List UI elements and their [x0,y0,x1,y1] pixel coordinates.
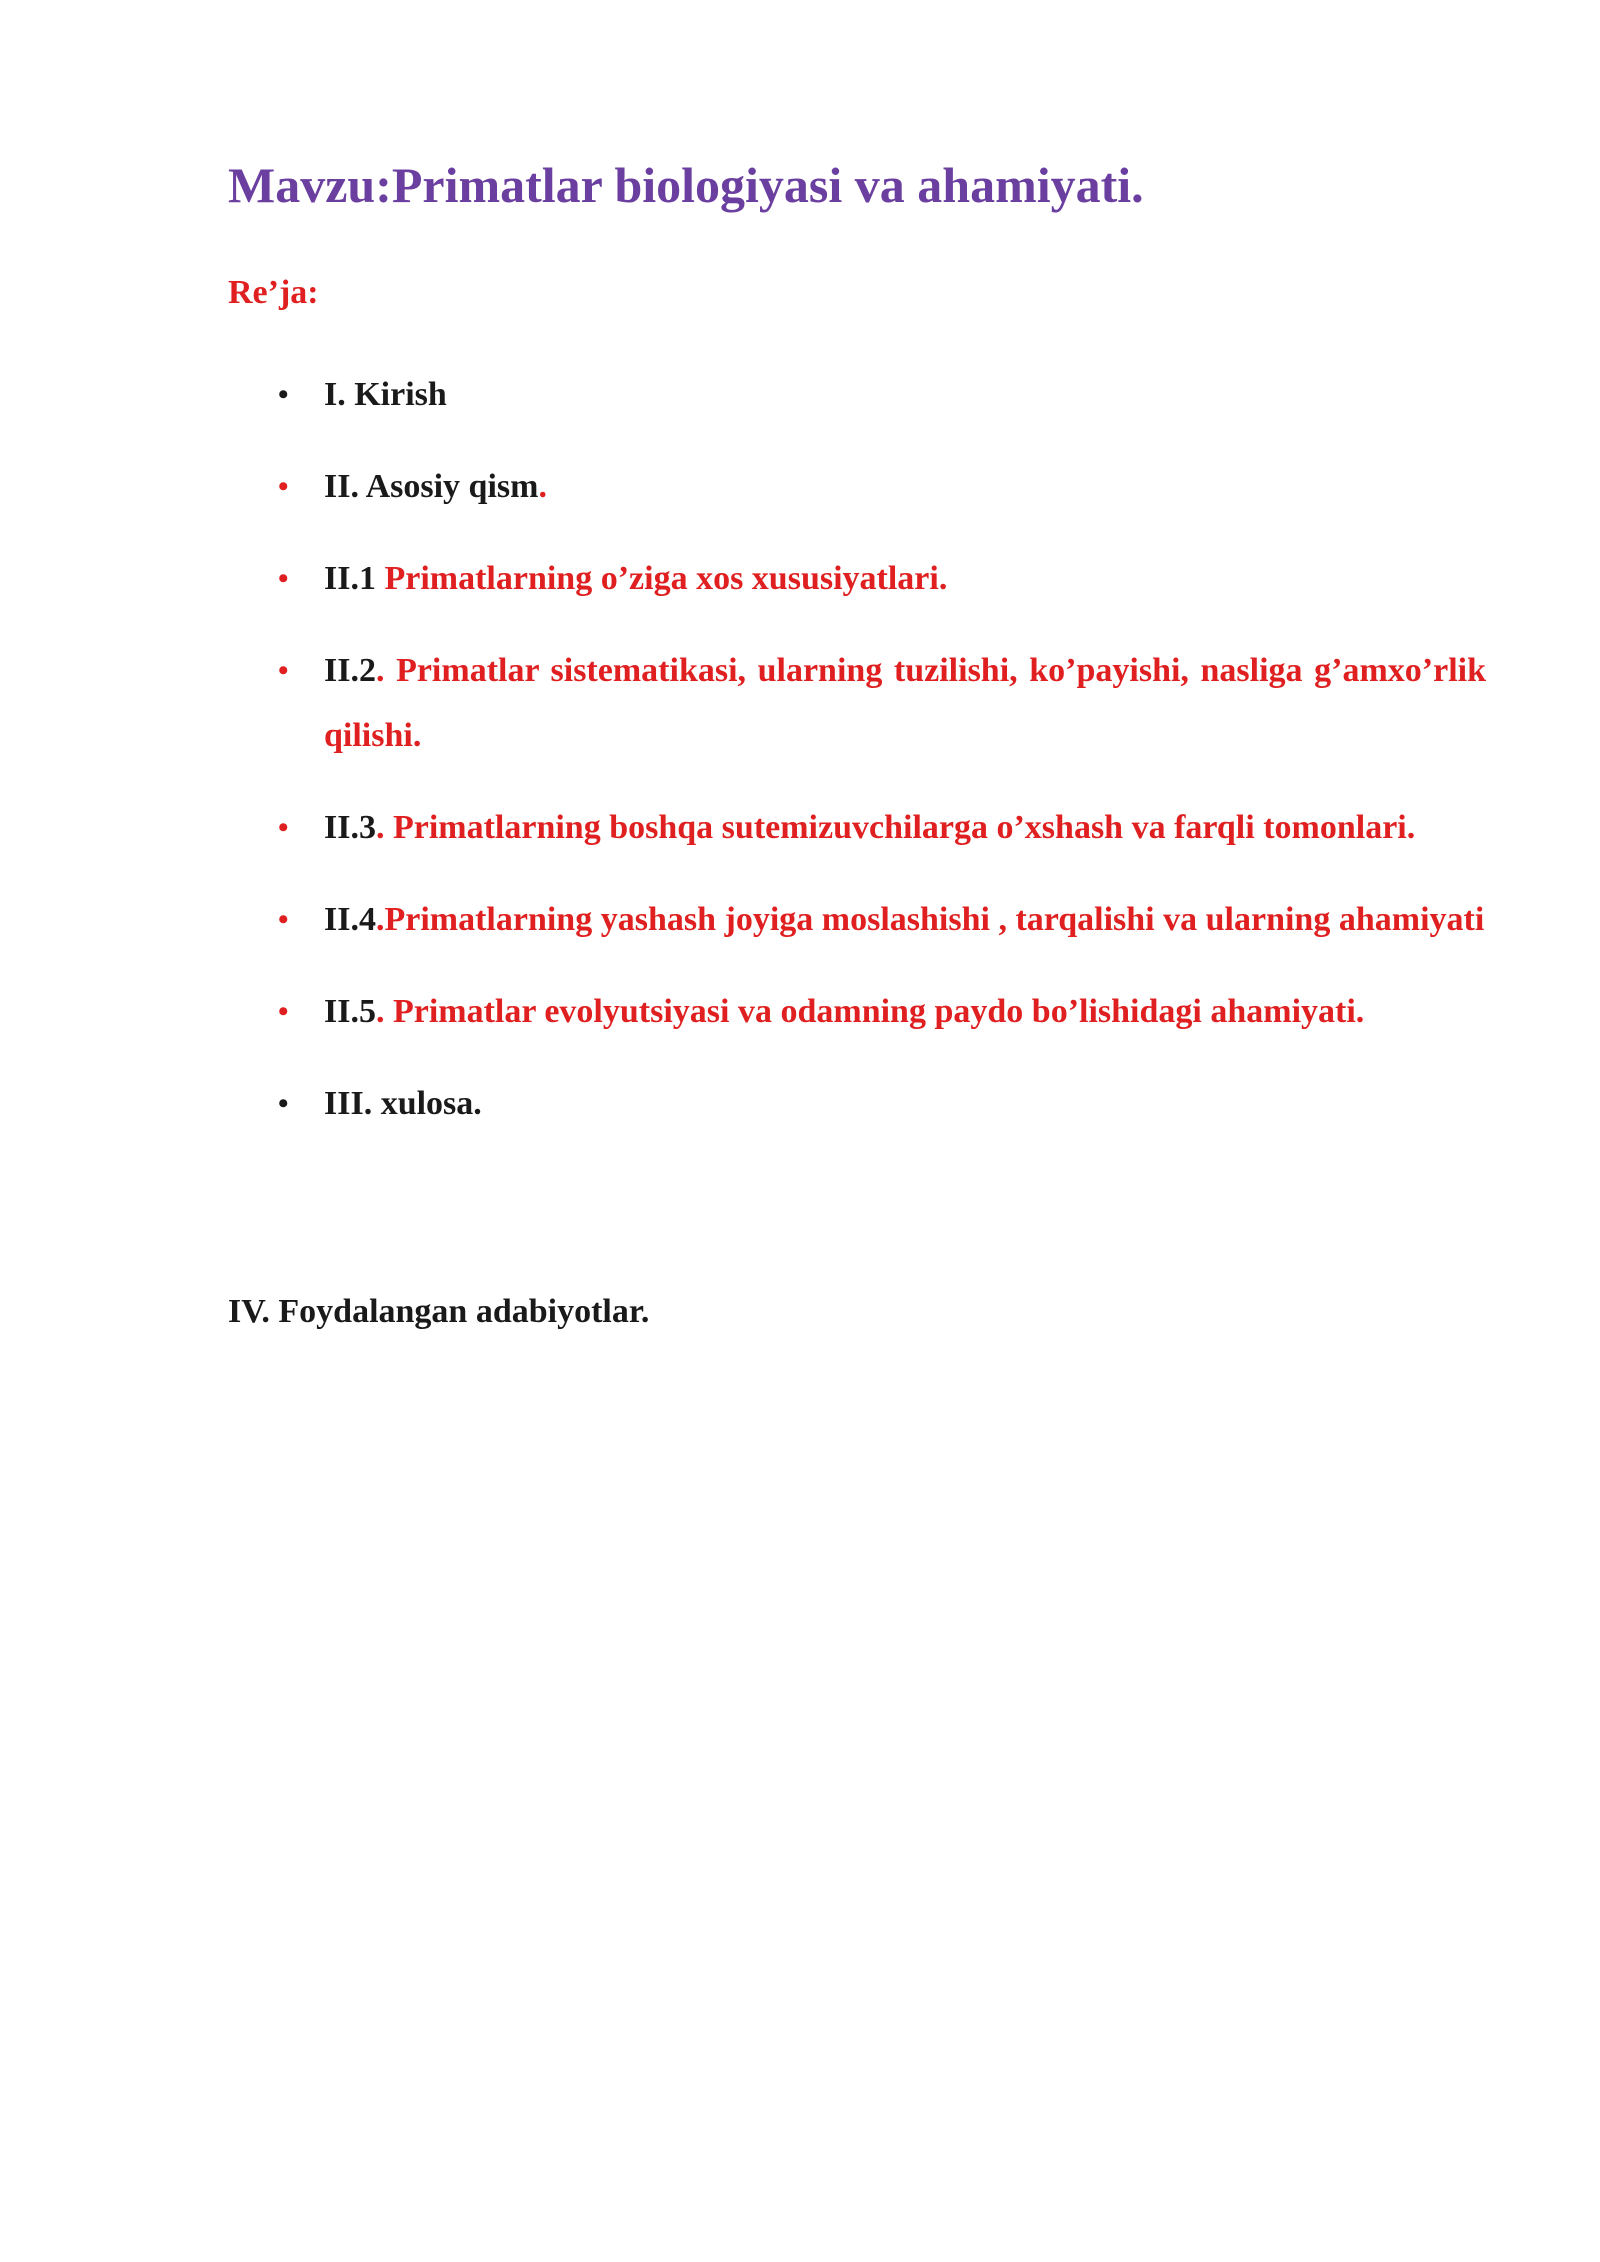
plan-item-separator: . [375,652,397,689]
plan-item-separator: . [538,468,547,505]
document-title: Mavzu:Primatlar biologiyasi va ahamiyati. [228,157,1144,213]
plan-item [228,979,1486,1044]
plan-item [228,454,1486,519]
plan-item-text: Primatlar sistematikasi, ularning tuzilishi, ko’payishi, nasliga g’amxo’rlik qilishi. [324,652,1486,754]
plan-label: Re’ja: [228,274,319,311]
plan-item-separator: . [375,809,393,846]
plan-item [228,546,1486,611]
bullet-icon: • [278,811,289,844]
plan-item-text: Primatlarning o’ziga xos xususiyatlari. [384,560,948,597]
plan-item-number: II.5 [324,993,376,1030]
plan-item-text: Primatlarning yashash joyiga moslashishi , tarqalishi va ularning ahamiyati [384,901,1485,938]
bullet-icon: • [278,654,289,687]
bullet-icon: • [278,562,289,595]
plan-item-text: Primatlarning boshqa sutemizuvchilarga o’xshash va farqli tomonlari. [392,809,1416,846]
plan-item-number: II.4 [324,901,376,938]
plan-item-number: II. Asosiy qism [324,468,539,505]
plan-item-number: III. xulosa. [324,1085,482,1122]
plan-item [228,362,1486,427]
plan-item-number: II.3 [324,809,376,846]
plan-item-number: II.2 [324,652,376,689]
bullet-icon: • [278,470,289,503]
plan-item [228,795,1486,860]
plan-item [228,1071,1486,1136]
plan-item [228,887,1486,952]
plan-item-number: I. Kirish [324,376,447,413]
bullet-icon: • [278,378,289,411]
plan-item-separator: . [375,901,385,938]
bullet-icon: • [278,903,289,936]
bullet-icon: • [278,995,289,1028]
references-item: IV. Foydalangan adabiyotlar. [228,1293,650,1330]
plan-item-number: II.1 [324,560,376,597]
plan-item-text: Primatlar evolyutsiyasi va odamning paydo bo’lishidagi ahamiyati. [392,993,1365,1030]
plan-item-separator: . [375,993,393,1030]
plan-list [228,362,1486,1136]
plan-item [228,638,1486,768]
bullet-icon: • [278,1087,289,1120]
